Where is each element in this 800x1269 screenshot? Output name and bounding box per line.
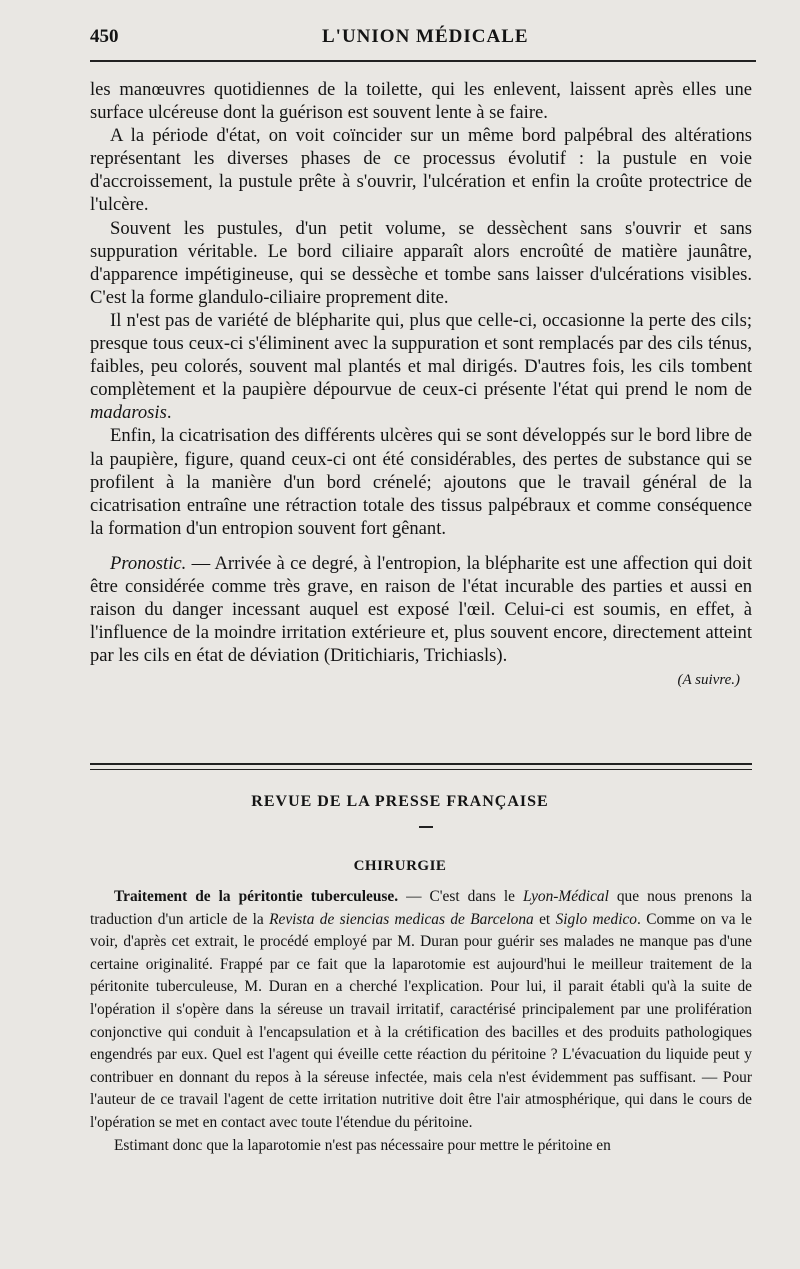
text-span: . xyxy=(166,402,172,424)
running-header xyxy=(90,22,752,50)
pronostic-heading: Pronostic. xyxy=(110,552,187,574)
section-title: REVUE DE LA PRESSE FRANÇAISE xyxy=(251,793,549,810)
paragraph: A la période d'état, on voit coïncider sur un même bord palpébral des altérations représentant les diverses phases de ce processus évolutif : la pustule en voie d'accroissement, la pustule prête à s'ouvrir, l'ulcération et enfin la croûte protectrice de l'ulcère. xyxy=(90,125,752,216)
paragraph xyxy=(90,886,752,1135)
paragraph: Enfin, la cicatrisation des différents ulcères qui se sont développés sur le bord libre de la paupière, figure, quand ceux-ci ont été considérables, des pertes de substance qui se profilent à la manière d'un bord crénelé; ajoutons que le travail général de la cicatrisation entraîne une rétraction totale des tissus palpébraux et comme conséquence la formation d'un entropion souvent fort gênant. xyxy=(90,425,752,539)
article-text xyxy=(90,886,752,1157)
paragraph: Souvent les pustules, d'un petit volume, se dessèchent sans s'ouvrir et sans suppuration véritable. Le bord ciliaire apparaît alors encroûté de matière jaunâtre, d'apparence impétigineuse, qui se dessèche et tombe sans laisser d'ulcérations visibles. C'est la forme glandulo-ciliaire proprement dite. xyxy=(90,217,752,308)
paragraph xyxy=(90,309,752,424)
text-span: — Arrivée à ce degré, à l'entropion, la blépharite est une affection qui doit être considérée comme très grave, en raison de l'état incurable des parties et aussi en raison du danger incessant auquel est exposé l'œil. Celui-ci est soumis, en effet, à l'influence de la moindre irritation extérieure et, plus souvent encore, directement atteint par les cils en état de déviation (Dritichiaris, Trichiasls). xyxy=(90,552,752,667)
text-span: — C'est dans le xyxy=(398,888,523,905)
section-dash xyxy=(419,826,433,828)
text-span: que nous prenons la traduction d'un article de la xyxy=(90,888,753,928)
text-span: Il n'est pas de variété de blépharite qui, plus que celle-ci, occasionne la perte des cils; presque tous ceux-ci s'éliminent avec la suppuration et sont remplacés par des cils ténus, faibles, peu colorés, souvent mal plantés et mal dirigés. D'autres fois, les cils tombent complètement et la paupière dépourvue de ceux-ci présente l'état qui prend le nom de xyxy=(90,309,752,401)
continued-note: (A suivre.) xyxy=(677,672,740,689)
section-rule xyxy=(90,763,752,770)
page-number: 450 xyxy=(90,26,119,47)
term-madarosis: madarosis xyxy=(90,402,167,424)
journal-ref: Siglo medico xyxy=(555,910,637,928)
paragraph-pronostic xyxy=(90,552,752,667)
article-heading: Traitement de la péritontie tuberculeuse. xyxy=(114,888,399,905)
text-span: et xyxy=(533,910,556,928)
main-text xyxy=(90,78,752,692)
journal-ref: Revista de siencias medicas de Barcelona xyxy=(269,910,534,928)
subsection-title: CHIRURGIE xyxy=(353,858,447,874)
journal-ref: Lyon-Médical xyxy=(522,888,609,905)
paragraph: Estimant donc que la laparotomie n'est pas nécessaire pour mettre le péritoine en xyxy=(114,1136,611,1154)
paragraph: les manœuvres quotidiennes de la toilette, qui les enlevent, laissent après elles une surface ulcéreuse dont la guérison est souvent lente à se faire. xyxy=(90,79,752,124)
header-rule xyxy=(90,60,756,62)
text-span: . Comme on va le voir, d'après cet extrait, le procédé employé par M. Duran pour guérir ses malades ne manque pas d'une certaine originalité. Frappé par ce fait que la laparotomie est aujourd'hui le meilleur traitement de la péritonite tuberculeuse, M. Duran en a cherché l'explication. Pour lui, il parait établi qu'à la suite de l'opération il s'opère dans la séreuse un travail irritatif, caractérisé principalement par une prolifération conjonctive qui conduit à l'encapsulation et à la crétification des bacilles et des produits pathologiques engendrés par eux. Quel est l'agent qui éveille cette réaction du péritoine ? L'évacuation du liquide peut y contribuer en donnant du repos à la séreuse infectée, mais cela n'est évidemment pas suffisant. — Pour l'auteur de ce travail l'agent de cette irritation nutritive doit être l'air atmosphérique, qui dans le cours de l'opération se met en contact avec toute l'étendue du péritoine. xyxy=(90,910,753,1131)
journal-title: L'UNION MÉDICALE xyxy=(322,26,529,47)
